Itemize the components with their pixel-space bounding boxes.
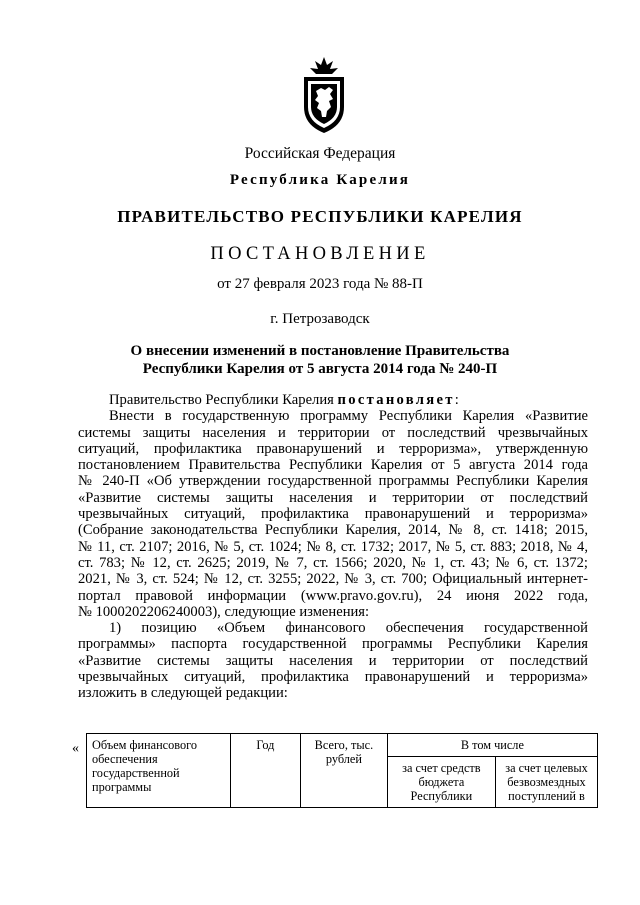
paragraph-line: «Развитие системы защиты населения и территории от последствий bbox=[78, 489, 588, 506]
paragraph-line: № 11, ст. 2107; 2016, № 5, ст. 1024; № 8, ст. 1732; 2017, № 5, ст. 883; 2018, № 4, bbox=[78, 538, 588, 555]
intro-prefix: Правительство Республики Карелия bbox=[109, 392, 338, 408]
coat-of-arms-emblem bbox=[300, 55, 348, 135]
intro-line bbox=[78, 392, 588, 408]
paragraph-line: ситуаций, профилактика правонарушений и терроризма», утвержденную bbox=[78, 440, 588, 457]
header-government: ПРАВИТЕЛЬСТВО РЕСПУБЛИКИ КАРЕЛИЯ bbox=[117, 207, 523, 226]
paragraph-line: изложить в следующей редакции: bbox=[78, 685, 288, 702]
header-federation: Российская Федерация bbox=[244, 145, 396, 162]
paragraph-line: программы» паспорта государственной программы Республики Карелия bbox=[78, 636, 588, 653]
table-header-budget: за счет средств бюджета Республики bbox=[387, 757, 495, 808]
document-subject bbox=[0, 342, 640, 378]
table-header-position: Объем финансового обеспечения государственной программы bbox=[87, 734, 231, 808]
paragraph-line: № 1000202206240003), следующие изменения: bbox=[78, 603, 370, 620]
subject-line: О внесении изменений в постановление Правительства bbox=[130, 343, 510, 359]
paragraph-line: чрезвычайных ситуаций, профилактика правонарушений и терроризма» bbox=[78, 669, 588, 686]
paragraph-line: ст. 783; № 12, ст. 2625; 2019, № 7, ст. 1566; 2020, № 1, ст. 43; № 6, ст. 1372; bbox=[78, 554, 588, 571]
paragraph-line: «Развитие системы защиты населения и территории от последствий bbox=[78, 652, 588, 669]
paragraph-line: системы защиты населения и территории от последствий чрезвычайных bbox=[78, 424, 588, 441]
opening-quote: « bbox=[72, 741, 79, 756]
paragraph-line: Внести в государственную программу Республики Карелия «Развитие bbox=[109, 408, 588, 425]
table-row bbox=[87, 734, 598, 757]
paragraph-line: чрезвычайных ситуаций, профилактика правонарушений и терроризма» bbox=[78, 506, 588, 523]
intro-suffix: : bbox=[454, 392, 459, 408]
document-type: ПОСТАНОВЛЕНИЕ bbox=[210, 244, 430, 264]
paragraph-line: (Собрание законодательства Республики Карелия, 2014, № 8, ст. 1418; 2015, bbox=[78, 522, 588, 539]
paragraph-line: постановлением Правительства Республики Карелия от 5 августа 2014 года bbox=[78, 457, 588, 474]
header-republic: Республика Карелия bbox=[229, 172, 411, 188]
paragraph-line: № 240-П «Об утверждении государственной программы Республики Карелия bbox=[78, 473, 588, 490]
document-date: от 27 февраля 2023 года № 88-П bbox=[217, 276, 423, 292]
document-body bbox=[78, 392, 588, 702]
subject-line: Республики Карелия от 5 августа 2014 года № 240-П bbox=[142, 361, 498, 377]
table-header-including: В том числе bbox=[387, 734, 597, 757]
table-header-total: Всего, тыс. рублей bbox=[301, 734, 388, 808]
paragraph-line: 2021, № 3, ст. 524; № 12, ст. 3255; 2022, № 3, ст. 700; Официальный интернет- bbox=[78, 571, 588, 588]
table-header-targeted: за счет целевых безвозмездных поступлений в bbox=[496, 757, 598, 808]
paragraph-line: портал правовой информации (www.pravo.gov.ru), 24 июня 2022 года, bbox=[78, 587, 588, 604]
table-header-year: Год bbox=[230, 734, 300, 808]
intro-verb: постановляет bbox=[337, 392, 455, 408]
paragraph-line: 1) позицию «Объем финансового обеспечения государственной bbox=[109, 620, 588, 637]
financing-table bbox=[86, 733, 598, 808]
document-city: г. Петрозаводск bbox=[270, 311, 370, 327]
